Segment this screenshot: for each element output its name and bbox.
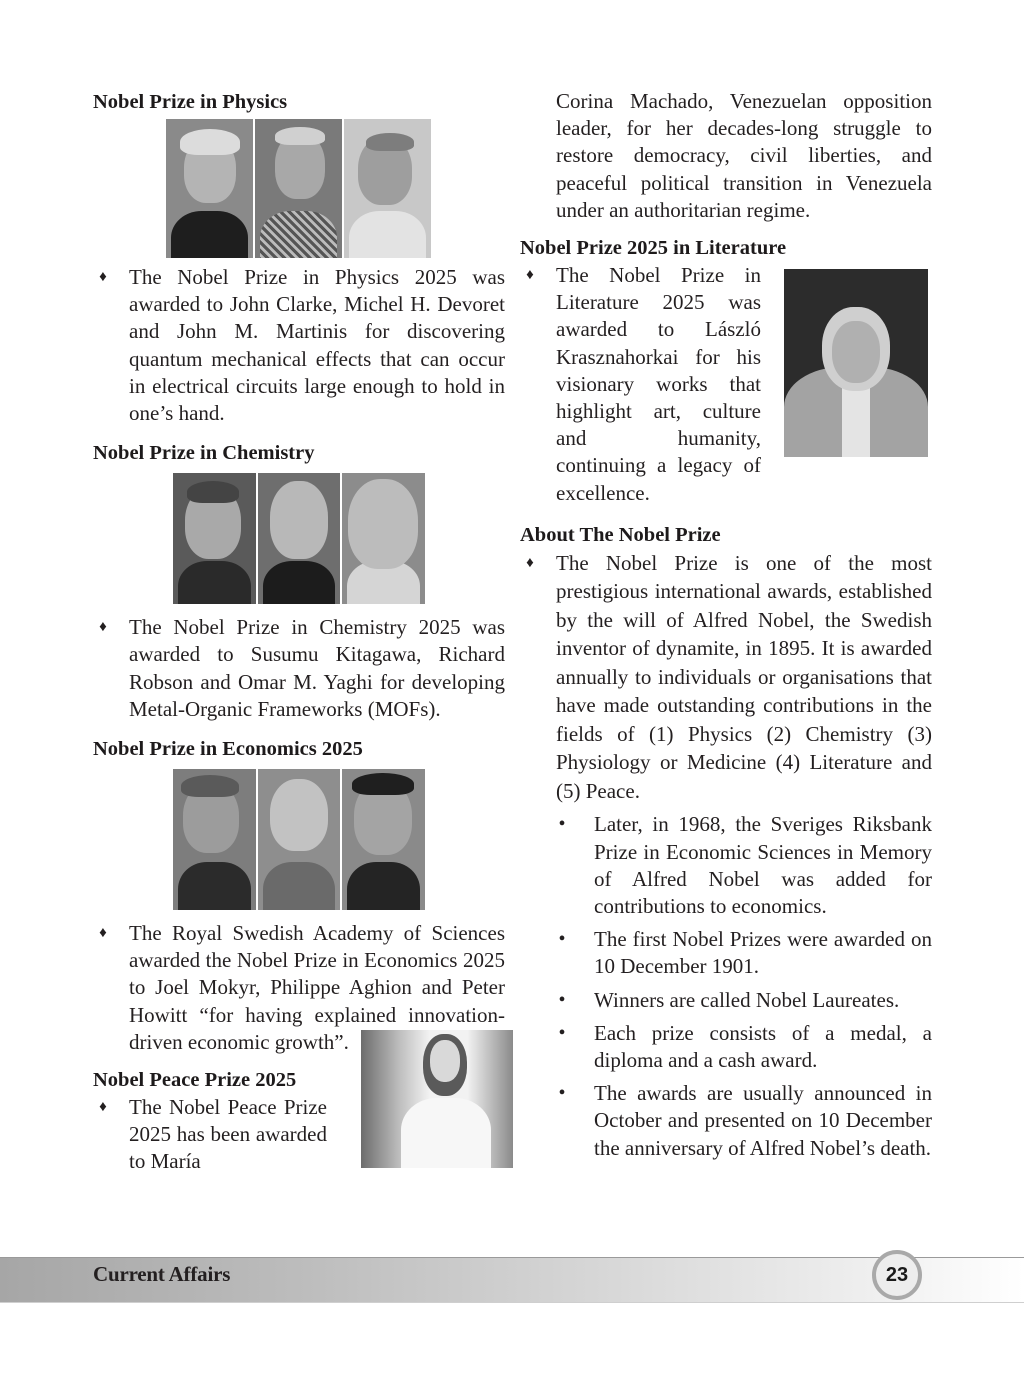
literature-bullet: ♦ The Nobel Prize in Literature 2025 was awarded to László Krasznahorkai for his visionary works that highlight art, culture and humanity, continuing a legacy of excellence.	[520, 262, 761, 507]
sub-bullet-item: • Later, in 1968, the Sveriges Riksbank Prize in Economic Sciences in Memory of Alfred Nobel was added for contributions to economics.	[520, 811, 932, 920]
dot-bullet-icon: •	[558, 988, 566, 1011]
physics-bullet: ♦ The Nobel Prize in Physics 2025 was awarded to John Clarke, Michel H. Devoret and John M. Martinis for discovering quantum mechanical effects that can occur in electrical circuits large enough to hold in one’s hand.	[93, 264, 505, 427]
photo-susumu-kitagawa	[173, 473, 258, 604]
heading-physics: Nobel Prize in Physics	[93, 91, 288, 113]
chemistry-photos	[173, 473, 425, 604]
diamond-bullet-icon: ♦	[526, 267, 534, 284]
photo-maria-corina-machado	[361, 1030, 513, 1168]
physics-photos	[166, 119, 431, 258]
photo-john-martinis	[344, 119, 431, 258]
heading-literature: Nobel Prize 2025 in Literature	[520, 237, 787, 260]
photo-philippe-aghion	[173, 769, 258, 910]
economics-bullet: ♦ The Royal Swedish Academy of Sciences awarded the Nobel Prize in Economics 2025 to Joel Mokyr, Philippe Aghion and Peter Howitt “for having explained innovation-driven economic growth”.	[93, 920, 505, 1056]
left-column	[93, 88, 505, 1176]
sub-bullet-item: • Winners are called Nobel Laureates.	[520, 987, 932, 1014]
photo-peter-howitt	[258, 769, 343, 910]
right-column	[520, 88, 932, 1162]
dot-bullet-icon: •	[558, 813, 566, 836]
peace-bullet-continued: Corina Machado, Venezuelan opposition leader, for her decades-long struggle to restore democracy, civil liberties, and peaceful political transition in Venezuela under an authoritarian regime.	[556, 89, 932, 222]
heading-economics: Nobel Prize in Economics 2025	[93, 738, 363, 761]
photo-joel-mokyr	[342, 769, 425, 910]
diamond-bullet-icon: ♦	[99, 925, 107, 942]
heading-about: About The Nobel Prize	[520, 523, 721, 546]
economics-photos	[173, 769, 425, 910]
about-sub-list	[520, 811, 932, 1161]
sub-bullet-item: • The awards are usually announced in October and presented on 10 December the anniversary of Alfred Nobel’s death.	[520, 1080, 932, 1162]
peace-section	[93, 1066, 505, 1176]
heading-peace: Nobel Peace Prize 2025	[93, 1069, 297, 1092]
diamond-bullet-icon: ♦	[526, 554, 534, 571]
dot-bullet-icon: •	[558, 928, 566, 951]
heading-chemistry: Nobel Prize in Chemistry	[93, 442, 315, 465]
peace-bullet: ♦ The Nobel Peace Prize 2025 has been awarded to María	[93, 1094, 327, 1176]
sub-bullet-item: • The first Nobel Prizes were awarded on 10 December 1901.	[520, 926, 932, 980]
photo-richard-robson	[258, 473, 343, 604]
dot-bullet-icon: •	[558, 1021, 566, 1044]
dot-bullet-icon: •	[558, 1082, 566, 1105]
footer-title: Current Affairs	[93, 1262, 231, 1286]
photo-john-clarke	[166, 119, 255, 258]
literature-section	[520, 262, 932, 507]
sub-bullet-item: • Each prize consists of a medal, a diploma and a cash award.	[520, 1020, 932, 1074]
photo-laszlo-krasznahorkai	[784, 269, 928, 457]
photo-michel-devoret	[255, 119, 344, 258]
page-number-badge: 23	[872, 1250, 922, 1300]
photo-omar-yaghi	[342, 473, 425, 604]
diamond-bullet-icon: ♦	[99, 619, 107, 636]
chemistry-bullet: ♦ The Nobel Prize in Chemistry 2025 was awarded to Susumu Kitagawa, Richard Robson and Omar M. Yaghi for developing Metal-Organic Frameworks (MOFs).	[93, 614, 505, 723]
about-bullet: ♦ The Nobel Prize is one of the most prestigious international awards, established by the will of Alfred Nobel, the Swedish inventor of dynamite, in 1895. It is awarded annually to individuals or organisations that have made outstanding contributions in the fields of (1) Physics (2) Chemistry (3) Physiology or Medicine (4) Literature and (5) Peace.	[520, 549, 932, 806]
diamond-bullet-icon: ♦	[99, 269, 107, 285]
diamond-bullet-icon: ♦	[99, 1099, 107, 1116]
